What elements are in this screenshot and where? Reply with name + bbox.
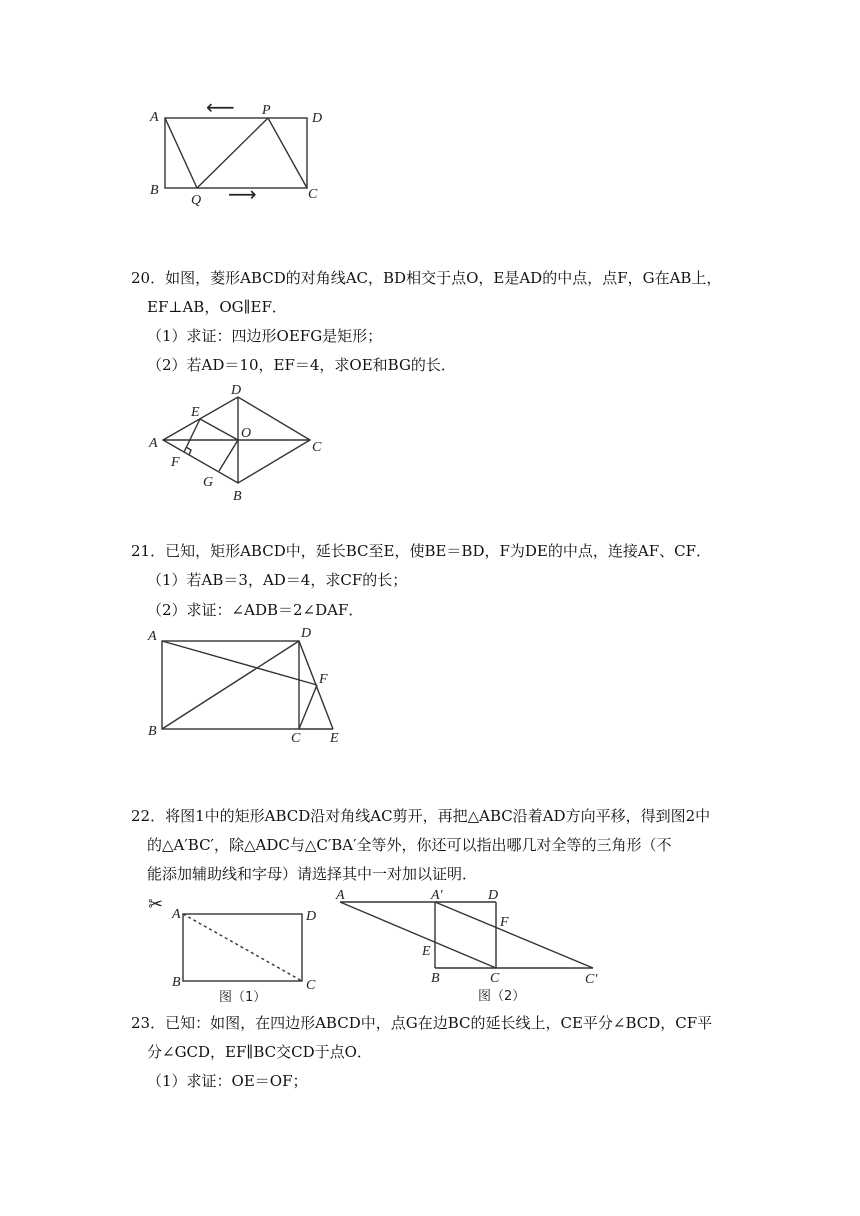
label-a-prime: A′ bbox=[431, 888, 443, 903]
label-b: B bbox=[150, 183, 159, 198]
label-d: D bbox=[312, 111, 323, 126]
left-arrow-icon: ⟵ bbox=[206, 95, 235, 119]
diagonal-bd bbox=[162, 641, 299, 729]
q22-stem-line1: 22．将图1中的矩形ABCD沿对角线AC剪开，再把△ABC沿着AD方向平移，得到图2中 bbox=[131, 807, 711, 825]
q21-part2: （2）求证：∠ADB＝2∠DAF． bbox=[147, 601, 364, 619]
dashed-diagonal-ac bbox=[183, 914, 302, 981]
label-a: A bbox=[172, 907, 181, 922]
label-d: D bbox=[231, 383, 242, 398]
scissors-icon: ✂ bbox=[148, 894, 164, 915]
label-g: G bbox=[203, 475, 214, 490]
segment-eo bbox=[200, 419, 238, 440]
segment-qp bbox=[197, 118, 268, 188]
label-d: D bbox=[488, 888, 499, 903]
label-b: B bbox=[148, 724, 157, 739]
caption-fig2: 图（2） bbox=[478, 989, 526, 1004]
label-a: A bbox=[149, 436, 158, 451]
figure-q20 bbox=[140, 380, 340, 505]
label-b: B bbox=[233, 489, 242, 504]
label-a: A bbox=[336, 888, 345, 903]
label-b: B bbox=[172, 975, 181, 990]
q23-stem-line1: 23．已知：如图，在四边形ABCD中，点G在边BC的延长线上，CE平分∠BCD，CF平 bbox=[131, 1014, 713, 1032]
right-arrow-icon: ⟶ bbox=[228, 182, 257, 206]
label-c: C bbox=[308, 187, 318, 202]
figure-q21 bbox=[140, 620, 360, 750]
rectangle-abcd bbox=[165, 118, 307, 188]
label-e: E bbox=[191, 405, 200, 420]
label-e: E bbox=[330, 731, 339, 746]
q22-stem-line2: 的△A′BC′，除△ADC与△C′BA′全等外，你还可以指出哪几对全等的三角形（不 bbox=[147, 836, 672, 854]
segment-ac bbox=[340, 902, 496, 968]
q21-part1: （1）若AB＝3，AD＝4，求CF的长； bbox=[147, 571, 408, 589]
label-o: O bbox=[241, 426, 252, 441]
figure-q22-2 bbox=[330, 885, 620, 1007]
label-f: F bbox=[171, 455, 180, 470]
q20-part1: （1）求证：四边形OEFG是矩形； bbox=[147, 327, 383, 345]
label-q: Q bbox=[191, 193, 202, 208]
label-c: C bbox=[291, 731, 301, 746]
q22-stem-line3: 能添加辅助线和字母）请选择其中一对加以证明． bbox=[147, 865, 478, 883]
segment-cf bbox=[299, 685, 317, 729]
label-a: A bbox=[148, 629, 157, 644]
label-b: B bbox=[431, 971, 440, 986]
q20-part2: （2）若AD＝10，EF＝4，求OE和BG的长． bbox=[147, 356, 456, 374]
segment-og bbox=[219, 440, 238, 471]
label-d: D bbox=[301, 626, 312, 641]
label-c: C bbox=[312, 440, 322, 455]
caption-fig1: 图（1） bbox=[219, 990, 267, 1005]
label-c: C bbox=[490, 971, 500, 986]
segment-a2c2 bbox=[435, 902, 593, 968]
q20-stem-line1: 20．如图，菱形ABCD的对角线AC，BD相交于点O，E是AD的中点，点F，G在AB上， bbox=[131, 269, 722, 287]
q23-stem-line2: 分∠GCD，EF∥BC交CD于点O． bbox=[147, 1043, 372, 1061]
q23-part1: （1）求证：OE＝OF； bbox=[147, 1072, 308, 1090]
label-p: P bbox=[262, 103, 271, 118]
segment-aq bbox=[165, 118, 197, 188]
label-c: C bbox=[306, 978, 316, 993]
label-d: D bbox=[306, 909, 317, 924]
label-a: A bbox=[150, 110, 159, 125]
label-f: F bbox=[319, 672, 328, 687]
figure-q22-1 bbox=[145, 888, 345, 1008]
label-f: F bbox=[500, 915, 509, 930]
label-e: E bbox=[422, 944, 431, 959]
segment-pc bbox=[268, 118, 307, 188]
q21-stem-line1: 21．已知，矩形ABCD中，延长BC至E，使BE＝BD，F为DE的中点，连接AF、CF． bbox=[131, 542, 711, 560]
figure-q19 bbox=[140, 95, 340, 210]
q20-stem-line2: EF⊥AB，OG∥EF． bbox=[147, 298, 287, 316]
label-c-prime: C′ bbox=[585, 972, 598, 987]
